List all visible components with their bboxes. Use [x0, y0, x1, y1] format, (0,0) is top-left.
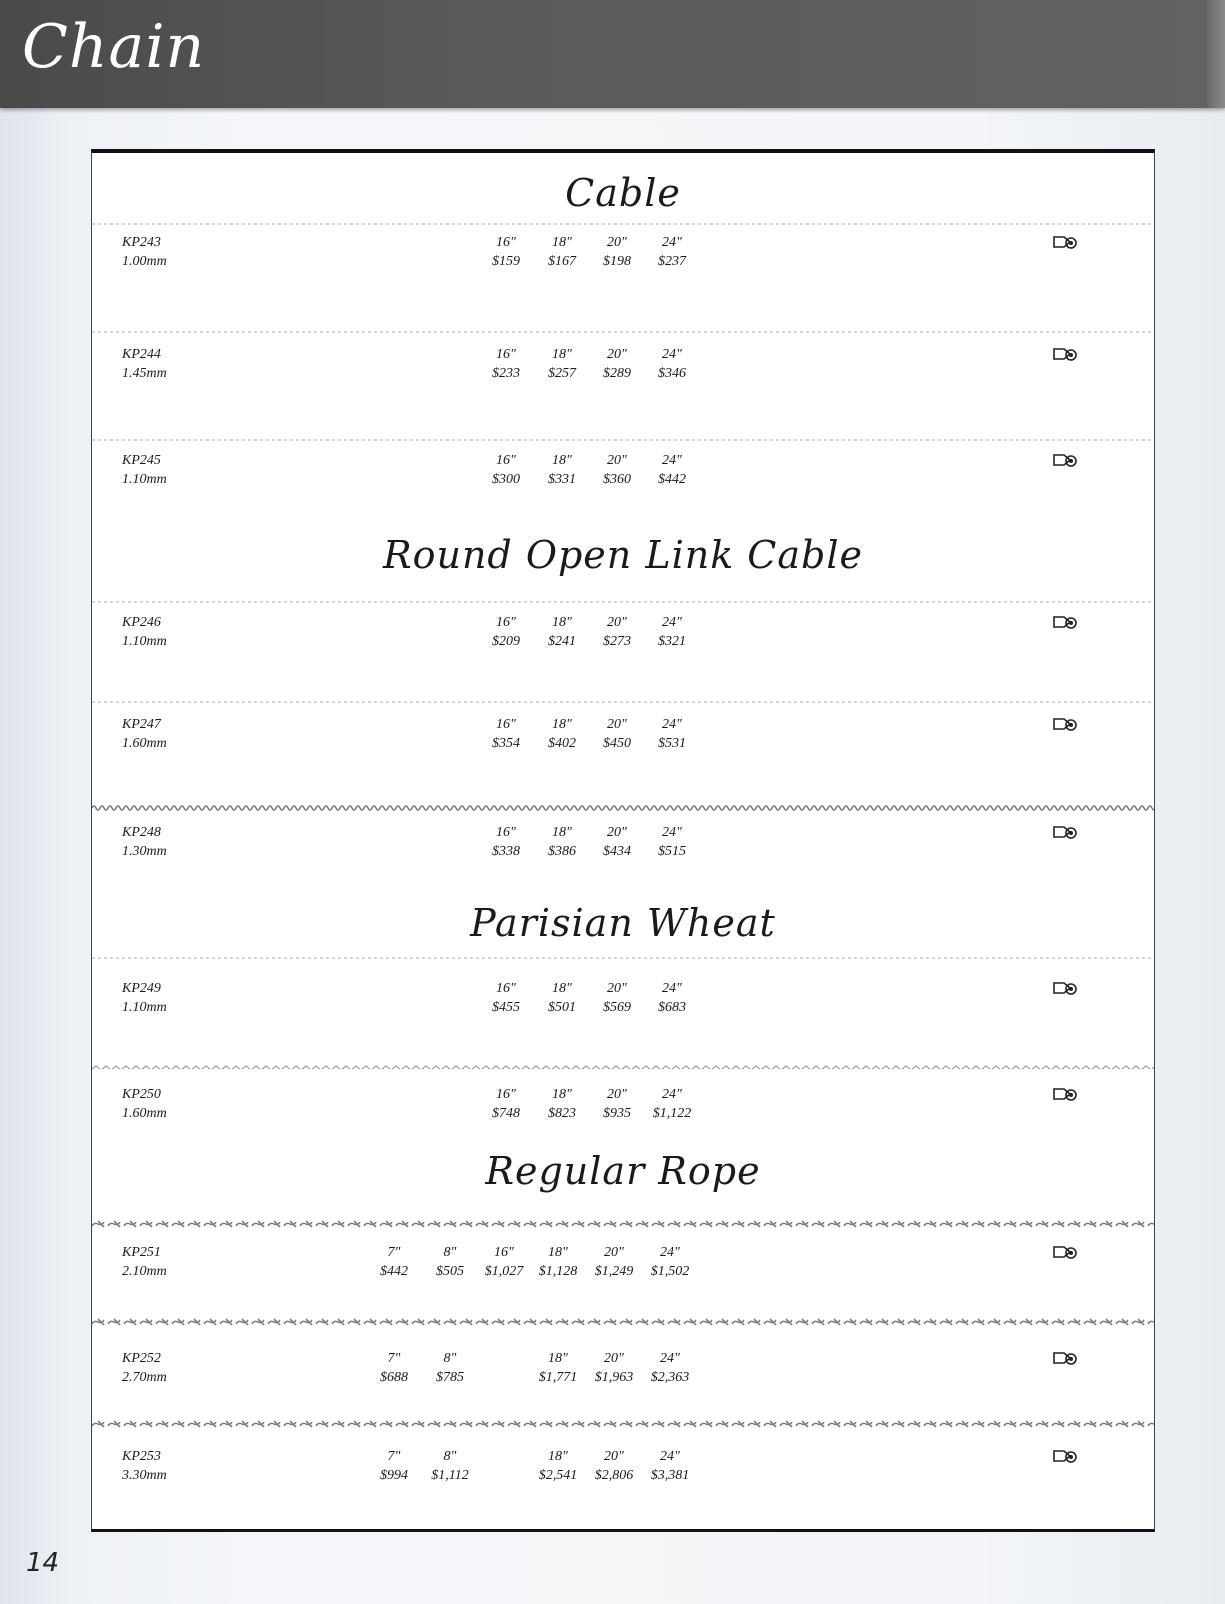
chain-length: 24" — [662, 453, 682, 468]
chain-price: $442 — [658, 472, 686, 487]
chain-price: $3,381 — [650, 1468, 690, 1483]
chain-price: $354 — [492, 736, 520, 751]
chain-price: $346 — [658, 366, 686, 381]
chain-length: 16" — [496, 981, 516, 996]
chain-image — [92, 597, 1154, 605]
item-code: KP253 — [122, 1449, 161, 1464]
chain-price: $683 — [658, 1000, 686, 1015]
chain-length: 16" — [496, 717, 516, 732]
item-code: KP250 — [122, 1087, 161, 1102]
chain-strand — [92, 806, 1154, 810]
chain-length: 16" — [494, 1245, 514, 1260]
chain-price: $935 — [603, 1106, 631, 1121]
chain-length: 20" — [607, 825, 627, 840]
chain-length: 16" — [496, 615, 516, 630]
chain-length: 20" — [607, 1087, 627, 1102]
chain-length: 20" — [607, 347, 627, 362]
chain-price: $455 — [492, 1000, 520, 1015]
lobster-clasp-icon — [1052, 823, 1080, 843]
chain-image — [92, 697, 1154, 705]
chain-length: 20" — [607, 981, 627, 996]
lobster-clasp-icon — [1052, 979, 1080, 999]
section-title: Round Open Link Cable — [382, 533, 864, 577]
lobster-clasp-icon — [1052, 1349, 1080, 1369]
chain-price: $450 — [603, 736, 631, 751]
chain-length: 18" — [552, 981, 572, 996]
lobster-clasp-icon — [1052, 1447, 1080, 1467]
chain-price: $505 — [436, 1264, 464, 1279]
chain-length: 7" — [387, 1245, 401, 1260]
chain-price: $1,112 — [431, 1468, 469, 1483]
chain-price: $1,122 — [652, 1106, 692, 1121]
chain-length: 20" — [604, 1449, 624, 1464]
chain-length: 20" — [607, 453, 627, 468]
chain-length: 18" — [552, 1087, 572, 1102]
chain-length: 18" — [552, 453, 572, 468]
lobster-clasp-icon — [1052, 715, 1080, 735]
chain-length: 8" — [443, 1245, 457, 1260]
chain-length: 24" — [660, 1449, 680, 1464]
chain-price: $1,128 — [538, 1264, 578, 1279]
chain-price: $569 — [603, 1000, 631, 1015]
chain-image — [92, 953, 1154, 961]
chain-image — [92, 1063, 1154, 1071]
chain-price: $209 — [492, 634, 520, 649]
chain-price: $300 — [492, 472, 520, 487]
lobster-clasp-icon — [1052, 345, 1080, 365]
chain-price: $167 — [548, 254, 576, 269]
chain-price: $2,806 — [594, 1468, 634, 1483]
chain-strand — [92, 1221, 1154, 1227]
chain-image — [92, 803, 1154, 811]
chain-length: 18" — [548, 1245, 568, 1260]
chain-price: $233 — [492, 366, 520, 381]
header-banner — [0, 0, 1225, 108]
chain-length: 20" — [607, 235, 627, 250]
chain-price: $688 — [380, 1370, 408, 1385]
item-code: KP246 — [122, 615, 161, 630]
item-size: 1.45mm — [122, 366, 167, 381]
page-number: 14 — [26, 1548, 60, 1578]
chain-image — [92, 327, 1154, 335]
chain-length: 18" — [552, 347, 572, 362]
header-edge — [1207, 0, 1225, 108]
chain-price: $241 — [548, 634, 576, 649]
chain-length: 8" — [443, 1351, 457, 1366]
chain-length: 7" — [387, 1449, 401, 1464]
chain-price: $515 — [658, 844, 686, 859]
chain-price: $1,249 — [594, 1264, 634, 1279]
catalog-panel — [91, 149, 1155, 1532]
item-size: 1.10mm — [122, 472, 167, 487]
chain-price: $402 — [548, 736, 576, 751]
chain-length: 20" — [604, 1351, 624, 1366]
chain-length: 7" — [387, 1351, 401, 1366]
chain-length: 16" — [496, 347, 516, 362]
chain-price: $273 — [603, 634, 631, 649]
chain-price: $434 — [603, 844, 631, 859]
chain-length: 18" — [552, 717, 572, 732]
chain-image — [92, 1419, 1154, 1427]
chain-price: $338 — [492, 844, 520, 859]
item-code: KP247 — [122, 717, 161, 732]
section-title: Cable — [565, 171, 681, 215]
chain-length: 16" — [496, 825, 516, 840]
chain-price: $531 — [658, 736, 686, 751]
chain-price: $331 — [548, 472, 576, 487]
chain-length: 18" — [552, 615, 572, 630]
chain-image — [92, 1317, 1154, 1325]
chain-length: 24" — [662, 615, 682, 630]
chain-price: $237 — [658, 254, 686, 269]
chain-price: $386 — [548, 844, 576, 859]
chain-price: $198 — [603, 254, 631, 269]
chain-length: 24" — [662, 717, 682, 732]
chain-strand — [92, 1319, 1154, 1325]
chain-price: $785 — [436, 1370, 464, 1385]
item-code: KP248 — [122, 825, 161, 840]
chain-length: 18" — [552, 825, 572, 840]
chain-length: 20" — [607, 615, 627, 630]
chain-length: 20" — [604, 1245, 624, 1260]
chain-price: $501 — [548, 1000, 576, 1015]
item-size: 1.60mm — [122, 736, 167, 751]
lobster-clasp-icon — [1052, 1085, 1080, 1105]
chain-strand — [92, 1066, 1154, 1069]
chain-price: $257 — [548, 366, 576, 381]
chain-price: $321 — [658, 634, 686, 649]
item-size: 2.10mm — [122, 1264, 167, 1279]
chain-price: $289 — [603, 366, 631, 381]
chain-price: $442 — [380, 1264, 408, 1279]
item-size: 2.70mm — [122, 1370, 167, 1385]
item-code: KP251 — [122, 1245, 161, 1260]
lobster-clasp-icon — [1052, 233, 1080, 253]
chain-length: 24" — [660, 1351, 680, 1366]
item-size: 1.10mm — [122, 1000, 167, 1015]
chain-price: $2,363 — [650, 1370, 690, 1385]
section-title: Parisian Wheat — [470, 901, 776, 945]
chain-length: 18" — [548, 1449, 568, 1464]
lobster-clasp-icon — [1052, 1243, 1080, 1263]
item-size: 3.30mm — [122, 1468, 167, 1483]
chain-image — [92, 219, 1154, 227]
chain-price: $823 — [548, 1106, 576, 1121]
chain-price: $1,502 — [650, 1264, 690, 1279]
item-size: 1.10mm — [122, 634, 167, 649]
chain-image — [92, 435, 1154, 443]
chain-length: 16" — [496, 453, 516, 468]
section-title: Regular Rope — [485, 1149, 761, 1193]
chain-length: 24" — [662, 1087, 682, 1102]
page-title: Chain — [22, 12, 206, 82]
lobster-clasp-icon — [1052, 451, 1080, 471]
item-size: 1.60mm — [122, 1106, 167, 1121]
item-code: KP245 — [122, 453, 161, 468]
chain-length: 16" — [496, 235, 516, 250]
item-code: KP252 — [122, 1351, 161, 1366]
item-size: 1.00mm — [122, 254, 167, 269]
chain-length: 24" — [660, 1245, 680, 1260]
chain-length: 18" — [552, 235, 572, 250]
chain-length: 24" — [662, 981, 682, 996]
item-code: KP244 — [122, 347, 161, 362]
chain-image — [92, 1219, 1154, 1227]
chain-length: 24" — [662, 825, 682, 840]
chain-length: 24" — [662, 235, 682, 250]
chain-length: 18" — [548, 1351, 568, 1366]
chain-price: $994 — [380, 1468, 408, 1483]
chain-price: $1,027 — [484, 1264, 524, 1279]
chain-price: $2,541 — [538, 1468, 578, 1483]
chain-length: 20" — [607, 717, 627, 732]
chain-price: $360 — [603, 472, 631, 487]
item-code: KP249 — [122, 981, 161, 996]
chain-price: $1,963 — [594, 1370, 634, 1385]
lobster-clasp-icon — [1052, 613, 1080, 633]
chain-price: $1,771 — [538, 1370, 578, 1385]
item-size: 1.30mm — [122, 844, 167, 859]
chain-length: 16" — [496, 1087, 516, 1102]
chain-price: $159 — [492, 254, 520, 269]
chain-strand — [92, 1421, 1154, 1427]
chain-length: 24" — [662, 347, 682, 362]
chain-price: $748 — [492, 1106, 520, 1121]
item-code: KP243 — [122, 235, 161, 250]
chain-length: 8" — [443, 1449, 457, 1464]
